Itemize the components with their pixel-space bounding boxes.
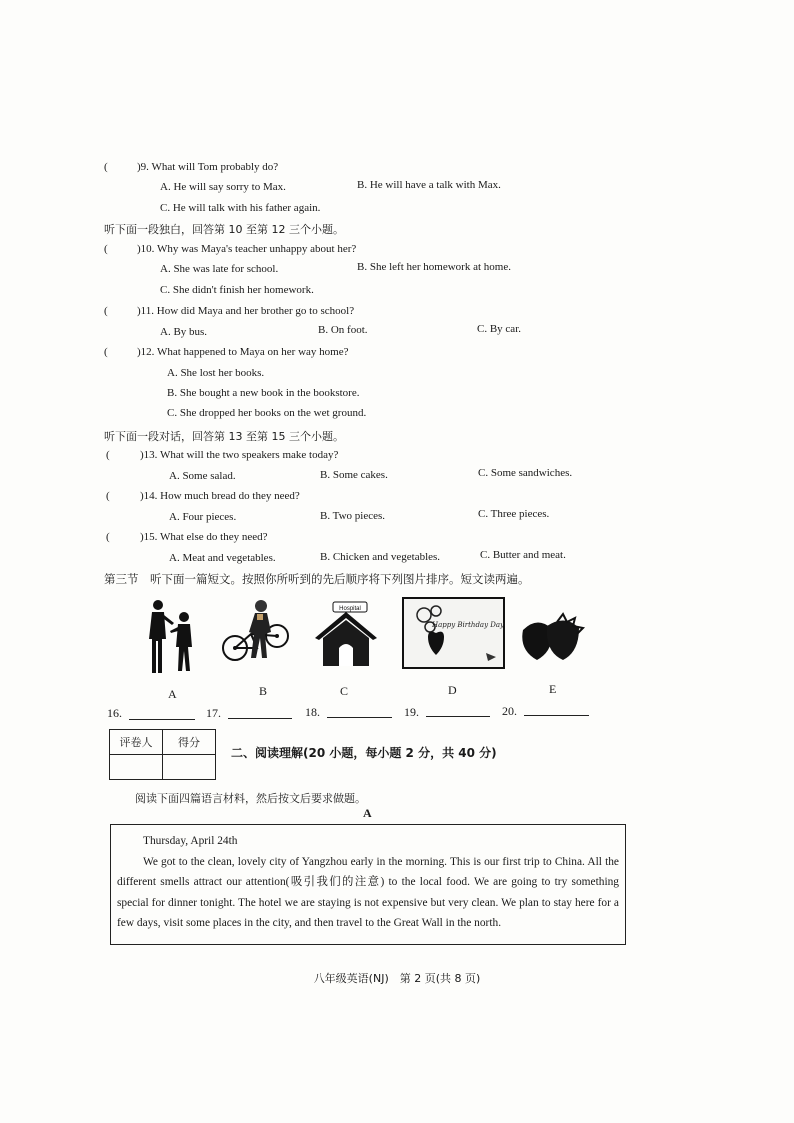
birthday-card-icon	[402, 597, 505, 669]
picture-label-c: C	[340, 684, 349, 698]
question-10-stem: )10. Why was Maya's teacher unhappy about her?	[137, 243, 357, 255]
q12-option-b: B. She bought a new book in the bookstore.	[167, 387, 360, 399]
hospital-sign-text: Hospital	[339, 606, 361, 612]
blank-18-answer[interactable]	[327, 717, 392, 718]
q10-option-a: A. She was late for school.	[160, 263, 279, 275]
q15-option-c: C. Butter and meat.	[480, 549, 566, 561]
picture-label-b: B	[259, 684, 268, 698]
section-3-instruction: 第三节 听下面一篇短文。按照你所听到的先后顺序将下列图片排序。短文读两遍。	[104, 572, 530, 586]
q11-option-b: B. On foot.	[318, 324, 368, 336]
answer-paren[interactable]: (	[104, 243, 108, 255]
blank-19-answer[interactable]	[426, 716, 490, 717]
answer-paren[interactable]: (	[104, 161, 108, 173]
q13-option-a: A. Some salad.	[169, 470, 236, 482]
q14-option-a: A. Four pieces.	[169, 511, 237, 523]
answer-paren[interactable]: (	[106, 531, 110, 543]
score-table	[109, 729, 216, 780]
blank-16-answer[interactable]	[129, 719, 195, 720]
reading-instruction: 阅读下面四篇语言材料，然后按文后要求做题。	[135, 792, 366, 805]
blank-18-number: 18.	[305, 705, 320, 719]
passage-letter: A	[363, 806, 372, 820]
q9-option-b: B. He will have a talk with Max.	[357, 179, 501, 191]
score-header: 得分	[163, 730, 216, 755]
blank-16-number: 16.	[107, 706, 122, 720]
question-13-stem: )13. What will the two speakers make today?	[140, 449, 339, 461]
q14-option-b: B. Two pieces.	[320, 510, 386, 522]
q12-option-a: A. She lost her books.	[167, 367, 265, 379]
man-fixing-bicycle-icon	[221, 598, 291, 666]
birthday-card-text: Happy Birthday Day	[431, 621, 505, 629]
q10-option-b: B. She left her homework at home.	[357, 261, 511, 273]
two-people-talking-icon	[140, 597, 204, 677]
picture-label-e: E	[549, 682, 557, 696]
answer-paren[interactable]: (	[106, 490, 110, 502]
question-14-stem: )14. How much bread do they need?	[140, 490, 300, 502]
answer-paren[interactable]: (	[104, 305, 108, 317]
passage-text: We got to the clean, lovely city of Yangzhou early in the morning. This is our first trip to China. All the different smells attract our attention(吸引我们的注意) to the local food. We are going to try something special for dinner tonight. The hotel we are staying is not expensive but very clean. We plan to stay here for a few days, visit some places in the city, and then travel to the Great Wall in the north.	[117, 855, 619, 930]
q12-option-c: C. She dropped her books on the wet ground.	[167, 407, 367, 419]
question-11-stem: )11. How did Maya and her brother go to school?	[137, 305, 355, 317]
blank-19-number: 19.	[404, 705, 419, 719]
q11-option-c: C. By car.	[477, 323, 521, 335]
question-15-stem: )15. What else do they need?	[140, 531, 268, 543]
q14-option-c: C. Three pieces.	[478, 508, 550, 520]
reading-section-heading: 二、阅读理解(20 小题，每小题 2 分，共 40 分)	[231, 746, 497, 760]
q13-option-c: C. Some sandwiches.	[478, 467, 573, 479]
score-cell[interactable]	[163, 755, 216, 780]
passage-date: Thursday, April 24th	[143, 835, 238, 847]
page-footer: 八年级英语(NJ) 第 2 页(共 8 页)	[313, 972, 481, 985]
q9-option-c: C. He will talk with his father again.	[160, 202, 321, 214]
question-12-stem: )12. What happened to Maya on her way home?	[137, 346, 349, 358]
instruction-13-15: 听下面一段对话，回答第 13 至第 15 三个小题。	[104, 430, 344, 443]
blank-20-number: 20.	[502, 704, 517, 718]
hospital-house-icon	[311, 600, 381, 670]
q10-option-c: C. She didn't finish her homework.	[160, 284, 314, 296]
picture-label-a: A	[168, 687, 177, 701]
blank-17-answer[interactable]	[228, 718, 292, 719]
q15-option-a: A. Meat and vegetables.	[169, 552, 276, 564]
q9-option-a: A. He will say sorry to Max.	[160, 181, 286, 193]
q11-option-a: A. By bus.	[160, 326, 208, 338]
instruction-10-12: 听下面一段独白，回答第 10 至第 12 三个小题。	[104, 223, 344, 236]
picture-label-d: D	[448, 683, 457, 697]
strawberries-icon	[517, 612, 595, 664]
question-9-stem: )9. What will Tom probably do?	[137, 161, 279, 173]
answer-paren[interactable]: (	[104, 346, 108, 358]
reviewer-header: 评卷人	[110, 730, 163, 755]
answer-paren[interactable]: (	[106, 449, 110, 461]
q15-option-b: B. Chicken and vegetables.	[320, 551, 441, 563]
passage-a-box	[110, 824, 626, 945]
q13-option-b: B. Some cakes.	[320, 469, 388, 481]
blank-20-answer[interactable]	[524, 715, 589, 716]
blank-17-number: 17.	[206, 706, 221, 720]
reviewer-cell[interactable]	[110, 755, 163, 780]
